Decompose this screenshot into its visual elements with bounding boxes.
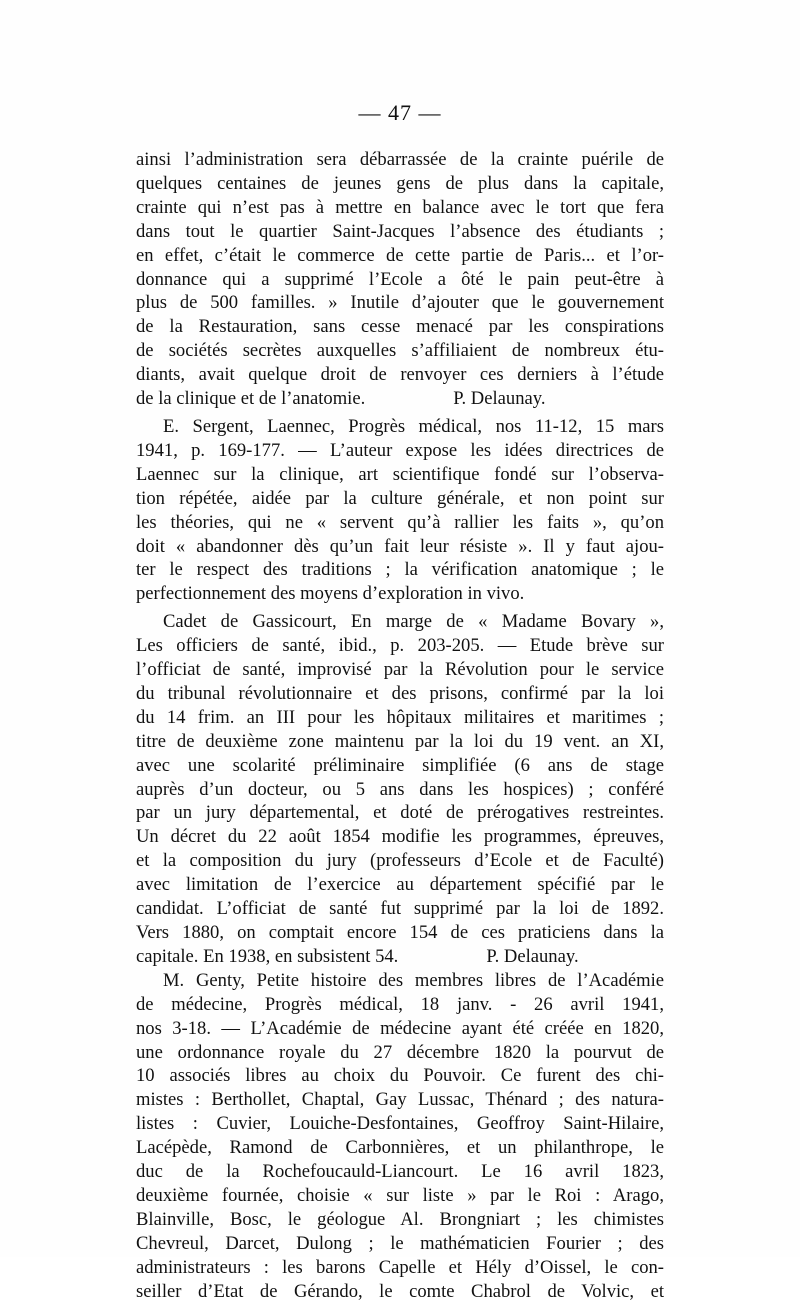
text-line: mistes : Berthollet, Chaptal, Gay Lussac, Thénard ; des natura- bbox=[136, 1089, 664, 1111]
text-line: Cadet de Gassicourt, En marge de « Madame Bovary », bbox=[163, 611, 664, 633]
text-line: crainte qui n’est pas à mettre en balance avec le tort que fera bbox=[136, 196, 664, 218]
text-line-end: capitale. En 1938, en subsistent 54. bbox=[136, 945, 399, 967]
text-line: E. Sergent, Laennec, Progrès médical, nos 11-12, 15 mars bbox=[163, 415, 664, 437]
text-line: listes : Cuvier, Louiche-Desfontaines, Geoffroy Saint-Hilaire, bbox=[136, 1113, 664, 1135]
text-line: Lacépède, Ramond de Carbonnières, et un philanthrope, le bbox=[136, 1137, 664, 1159]
text-line: une ordonnance royale du 27 décembre 1820 la pourvut de bbox=[136, 1041, 664, 1063]
text-line: Chevreul, Darcet, Dulong ; le mathématicien Fourier ; des bbox=[136, 1232, 664, 1254]
text-line: ter le respect des traditions ; la vérification anatomique ; le bbox=[136, 559, 664, 581]
text-line: dans tout le quartier Saint-Jacques l’absence des étudiants ; bbox=[136, 220, 664, 242]
text-line-last: perfectionnement des moyens d’exploration in vivo. bbox=[136, 583, 525, 605]
text-line-last bbox=[136, 387, 664, 411]
page-number: — 47 — bbox=[358, 100, 442, 125]
text-line: tion répétée, aidée par la culture générale, et non point sur bbox=[136, 487, 664, 509]
author-signature: P. Delaunay. bbox=[453, 388, 546, 410]
author-signature: P. Delaunay. bbox=[486, 945, 579, 967]
text-line: de médecine, Progrès médical, 18 janv. - 26 avril 1941, bbox=[136, 993, 664, 1015]
text-line: quelques centaines de jeunes gens de plus dans la capitale, bbox=[136, 172, 664, 194]
text-line: auprès d’un docteur, ou 5 ans dans les hospices) ; conféré bbox=[136, 778, 664, 800]
text-line: en effet, c’était le commerce de cette partie de Paris... et l’or- bbox=[136, 244, 664, 266]
text-line: diants, avait quelque droit de renvoyer ces derniers à l’étude bbox=[136, 364, 664, 386]
text-line: du 14 frim. an III pour les hôpitaux militaires et maritimes ; bbox=[136, 706, 664, 728]
text-line: les théories, qui ne « servent qu’à rallier les faits », qu’on bbox=[136, 511, 664, 533]
paragraph-3 bbox=[136, 610, 664, 969]
text-line: du tribunal révolutionnaire et des prisons, confirmé par la loi bbox=[136, 682, 664, 704]
body-text bbox=[136, 148, 664, 1304]
text-line: 10 associés libres au choix du Pouvoir. Ce furent des chi- bbox=[136, 1065, 664, 1087]
text-line: de la Restauration, sans cesse menacé par les conspirations bbox=[136, 316, 664, 338]
text-line: avec une scolarité préliminaire simplifiée (6 ans de stage bbox=[136, 754, 664, 776]
text-line: plus de 500 familles. » Inutile d’ajouter que le gouvernement bbox=[136, 292, 664, 314]
text-line: donnance qui a supprimé l’Ecole a ôté le pain peut-être à bbox=[136, 268, 664, 290]
text-line-end: de la clinique et de l’anatomie. bbox=[136, 388, 366, 410]
text-line: Laennec sur la clinique, art scientifique fondé sur l’observa- bbox=[136, 463, 664, 485]
text-line: deuxième fournée, choisie « sur liste » par le Roi : Arago, bbox=[136, 1184, 664, 1206]
text-line: et la composition du jury (professeurs d’Ecole et de Faculté) bbox=[136, 850, 664, 872]
text-line: Un décret du 22 août 1854 modifie les programmes, épreuves, bbox=[136, 826, 664, 848]
text-line: administrateurs : les barons Capelle et Hély d’Oissel, le con- bbox=[136, 1256, 664, 1278]
text-line: nos 3-18. — L’Académie de médecine ayant été créée en 1820, bbox=[136, 1017, 664, 1039]
text-line: Blainville, Bosc, le géologue Al. Brongniart ; les chimistes bbox=[136, 1208, 664, 1230]
paragraph-4 bbox=[136, 969, 664, 1304]
text-line: M. Genty, Petite histoire des membres libres de l’Académie bbox=[163, 969, 664, 991]
text-line: de sociétés secrètes auxquelles s’affiliaient de nombreux étu- bbox=[136, 340, 664, 362]
text-line: Vers 1880, on comptait encore 154 de ces praticiens dans la bbox=[136, 922, 664, 943]
paragraph-2 bbox=[136, 415, 664, 606]
text-line: ainsi l’administration sera débarrassée de la crainte puérile de bbox=[136, 149, 664, 170]
text-line: doit « abandonner dès qu’un fait leur résiste ». Il y faut ajou- bbox=[136, 535, 664, 557]
text-line: 1941, p. 169-177. — L’auteur expose les idées directrices de bbox=[136, 439, 664, 461]
text-line: candidat. L’officiat de santé fut supprimé par la loi de 1892. bbox=[136, 898, 664, 920]
text-line: titre de deuxième zone maintenu par la loi du 19 vent. an XI, bbox=[136, 730, 664, 752]
text-line: avec limitation de l’exercice au département spécifié par le bbox=[136, 874, 664, 896]
text-line: l’officiat de santé, improvisé par la Révolution pour le service bbox=[136, 659, 664, 681]
text-line: par un jury départemental, et doté de prérogatives restreintes. bbox=[136, 802, 664, 824]
text-line: duc de la Rochefoucauld-Liancourt. Le 16 avril 1823, bbox=[136, 1161, 664, 1183]
text-line: Les officiers de santé, ibid., p. 203-205. — Etude brève sur bbox=[136, 635, 664, 657]
text-line: seiller d’Etat de Gérando, le comte Chabrol de Volvic, et bbox=[136, 1280, 664, 1302]
paragraph-1 bbox=[136, 148, 664, 411]
text-line-last bbox=[136, 945, 664, 969]
